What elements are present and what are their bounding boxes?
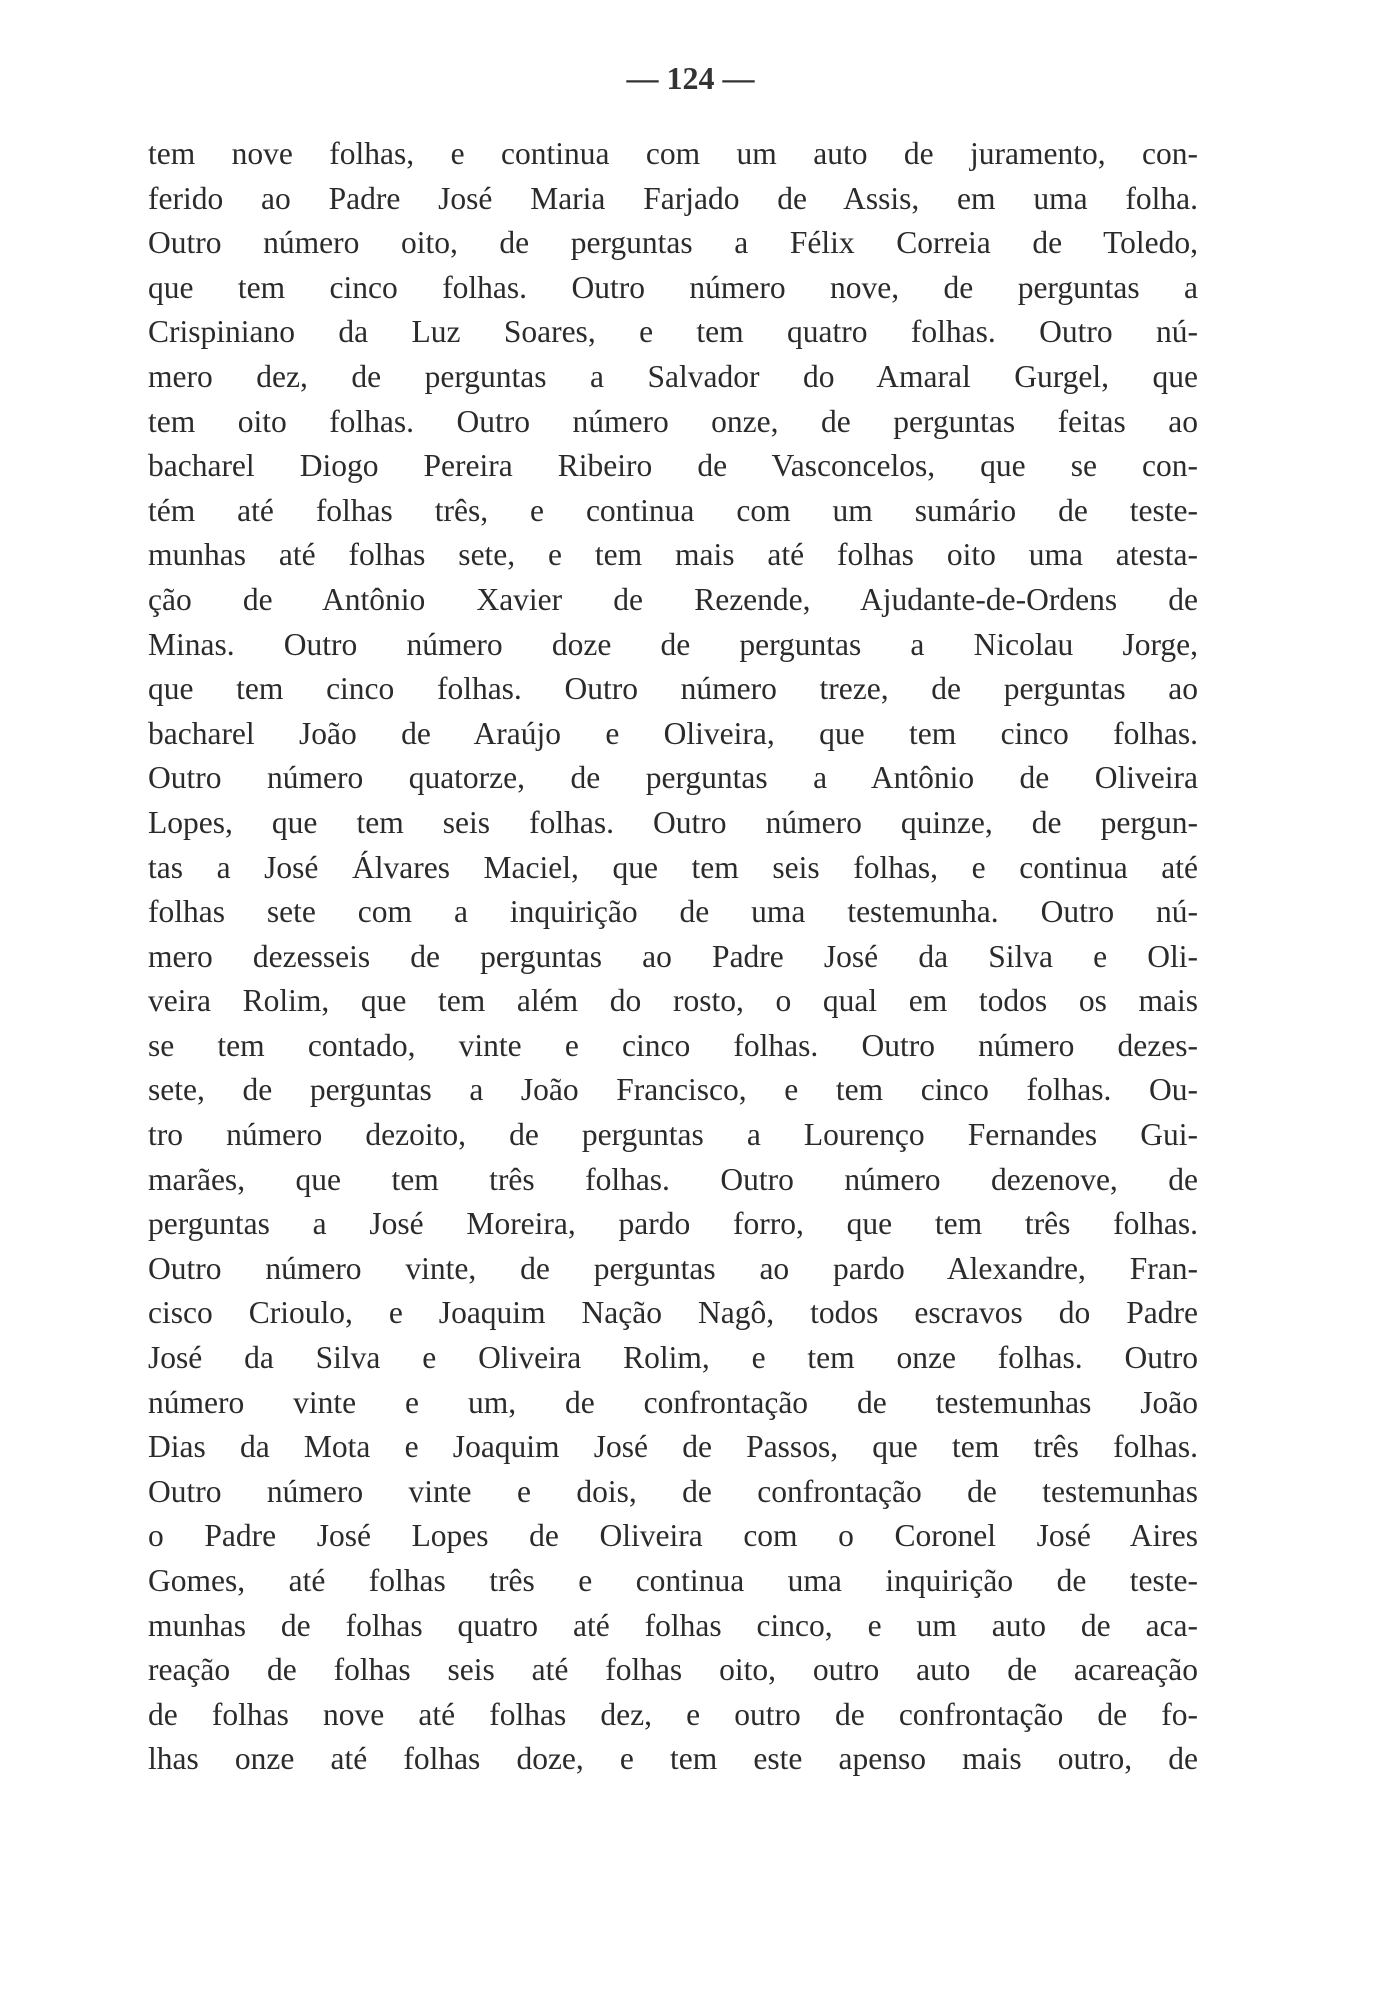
body-text [148,132,1198,1782]
text-line: Crispiniano da Luz Soares, e tem quatro folhas. Outro nú- [148,314,1198,350]
text-line: lhas onze até folhas doze, e tem este apenso mais outro, de [148,1741,1198,1777]
text-line: bacharel Diogo Pereira Ribeiro de Vasconcelos, que se con- [148,448,1198,484]
text-line: veira Rolim, que tem além do rosto, o qual em todos os mais [148,983,1198,1019]
text-line: que tem cinco folhas. Outro número nove, de perguntas a [148,269,1198,305]
text-line: Lopes, que tem seis folhas. Outro número quinze, de pergun- [148,804,1198,840]
text-line: Outro número vinte e dois, de confrontação de testemunhas [148,1473,1198,1509]
text-line: tém até folhas três, e continua com um sumário de teste- [148,492,1198,528]
text-line: José da Silva e Oliveira Rolim, e tem onze folhas. Outro [148,1340,1198,1376]
text-line: cisco Crioulo, e Joaquim Nação Nagô, todos escravos do Padre [148,1295,1198,1331]
text-line: Dias da Mota e Joaquim José de Passos, que tem três folhas. [148,1429,1198,1465]
text-line: Gomes, até folhas três e continua uma inquirição de teste- [148,1563,1198,1598]
text-line: número vinte e um, de confrontação de testemunhas João [148,1384,1198,1420]
text-line: que tem cinco folhas. Outro número treze, de perguntas ao [148,671,1198,707]
text-line: marães, que tem três folhas. Outro número dezenove, de [148,1161,1198,1197]
text-line: o Padre José Lopes de Oliveira com o Coronel José Aires [148,1518,1198,1554]
text-line: perguntas a José Moreira, pardo forro, que tem três folhas. [148,1206,1198,1242]
text-line: reação de folhas seis até folhas oito, outro auto de acareação [148,1652,1198,1688]
text-line: tas a José Álvares Maciel, que tem seis folhas, e continua até [148,849,1198,885]
text-line: de folhas nove até folhas dez, e outro de confrontação de fo- [148,1696,1198,1732]
text-line: bacharel João de Araújo e Oliveira, que tem cinco folhas. [148,715,1198,751]
text-line: tem oito folhas. Outro número onze, de perguntas feitas ao [148,403,1198,439]
text-line: ferido ao Padre José Maria Farjado de Assis, em uma folha. [148,180,1198,216]
page-number: — 124 — [626,60,755,96]
text-line: mero dez, de perguntas a Salvador do Amaral Gurgel, que [148,358,1198,394]
text-line: Outro número oito, de perguntas a Félix Correia de Toledo, [148,225,1198,261]
text-line: munhas de folhas quatro até folhas cinco, e um auto de aca- [148,1607,1198,1643]
text-line: ção de Antônio Xavier de Rezende, Ajudante-de-Ordens de [148,581,1198,617]
text-line: mero dezesseis de perguntas ao Padre José da Silva e Oli- [148,938,1198,974]
text-line: sete, de perguntas a João Francisco, e tem cinco folhas. Ou- [148,1072,1198,1108]
text-line: tem nove folhas, e continua com um auto de juramento, con- [148,136,1198,171]
text-line: folhas sete com a inquirição de uma testemunha. Outro nú- [148,894,1198,930]
text-line: se tem contado, vinte e cinco folhas. Outro número dezes- [148,1027,1198,1063]
text-line: munhas até folhas sete, e tem mais até folhas oito uma atesta- [148,537,1198,573]
text-line: Outro número vinte, de perguntas ao pardo Alexandre, Fran- [148,1250,1198,1286]
text-line: tro número dezoito, de perguntas a Lourenço Fernandes Gui- [148,1117,1198,1153]
text-line: Minas. Outro número doze de perguntas a Nicolau Jorge, [148,626,1198,662]
text-line: Outro número quatorze, de perguntas a Antônio de Oliveira [148,760,1198,796]
